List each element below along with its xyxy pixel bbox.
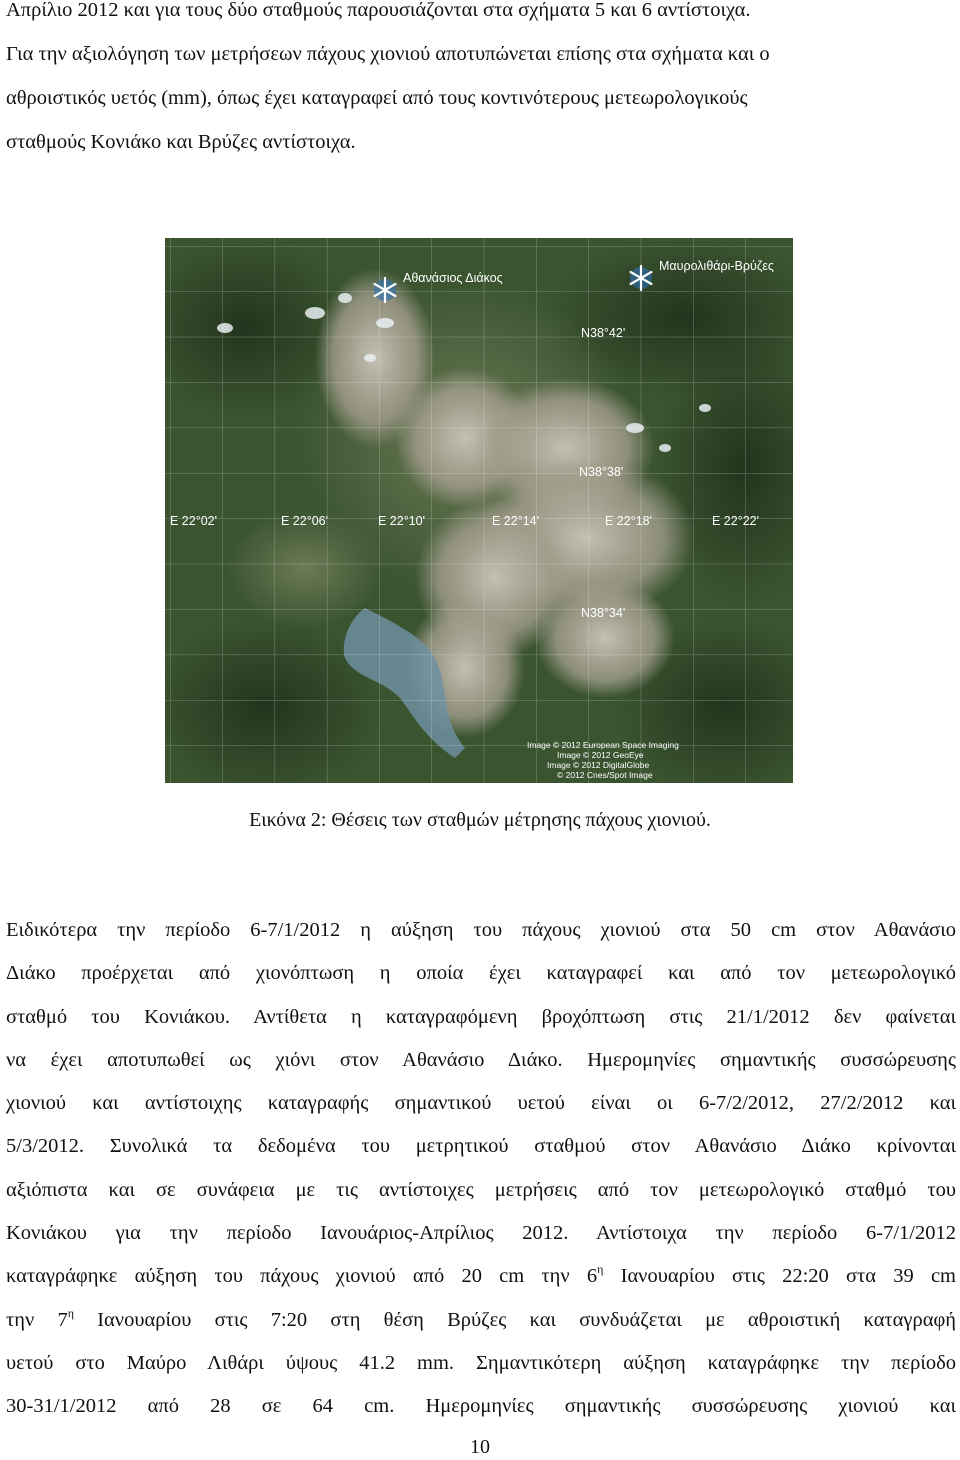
body-line: να έχει αποτυπωθεί ως χιόνι στον Αθανάσιο Διάκο. Ημερομηνίες σημαντικής συσσώρευσης [6,1048,956,1071]
body-line: Κονιάκου για την περίοδο Ιανουάριος-Απρίλιος 2012. Αντίστοιχα την περίοδο 6-7/1/2012 [6,1222,956,1245]
body-line: 30-31/1/2012 από 28 σε 64 cm. Ημερομηνίες σημαντικής συσσώρευσης χιονιού και [6,1395,956,1418]
station-label-vryzes: Μαυρολιθάρι-Βρύζες [659,259,774,273]
body-line: σταθμό του Κονιάκου. Αντίθετα η καταγραφόμενη βροχόπτωση στις 21/1/2012 δεν φαίνεται [6,1005,956,1028]
body-line [6,1255,956,1298]
credit-line: Image © 2012 GeoEye [557,750,644,760]
body-text: την 7 [6,1308,68,1331]
latitude-label: N38°38' [579,465,624,479]
figure-caption: Εικόνα 2: Θέσεις των σταθμών μέτρησης πάχους χιονιού. [249,809,711,831]
body-text: Ιανουαρίου στις 7:20 στη θέση Βρύζες και συνδυάζεται με αθροιστική καταγραφή [74,1308,956,1331]
page-number: 10 [470,1436,490,1458]
ordinal-superscript: η [597,1262,604,1277]
body-line: αξιόπιστα και σε συνάφεια με τις αντίστοιχες μετρήσεις από τον μετεωρολογικό σταθμό του [6,1178,956,1201]
body-line [6,1299,956,1342]
station-label-athanasios: Αθανάσιος Διάκος [403,271,503,285]
credit-line: © 2012 Cnes/Spot Image [557,770,653,780]
body-paragraph [6,909,956,1429]
intro-line: αθροιστικός υετός (mm), όπως έχει καταγραφεί από τους κοντινότερους μετεωρολογικούς [6,87,748,109]
body-text: Ιανουαρίου στις 22:20 στα 39 cm [603,1265,956,1288]
longitude-label: E 22°14' [492,514,540,528]
longitude-label: E 22°22' [712,514,760,528]
body-line: Διάκο προέρχεται από χιονόπτωση η οποία έχει καταγραφεί και από τον μετεωρολογικό [6,962,956,985]
credit-line: Image © 2012 European Space Imaging [527,740,679,750]
latitude-label: N38°34' [581,606,626,620]
satellite-map [165,238,793,783]
body-line: υετού στο Μαύρο Λιθάρι ύψους 41.2 mm. Σημαντικότερη αύξηση καταγράφηκε την περίοδο [6,1351,956,1374]
intro-line: Για την αξιολόγηση των μετρήσεων πάχους χιονιού αποτυπώνεται επίσης στα σχήματα και ο [6,43,770,65]
longitude-label: E 22°18' [605,514,653,528]
longitude-label: E 22°02' [170,514,218,528]
longitude-label: E 22°06' [281,514,329,528]
body-line: Ειδικότερα την περίοδο 6-7/1/2012 η αύξηση του πάχους χιονιού στα 50 cm στον Αθανάσιο [6,919,956,941]
intro-line: Απρίλιο 2012 και για τους δύο σταθμούς παρουσιάζονται στα σχήματα 5 και 6 αντίστοιχα. [6,0,751,21]
intro-line: σταθμούς Κονιάκο και Βρύζες αντίστοιχα. [6,131,356,153]
longitude-label: E 22°10' [378,514,426,528]
body-line: 5/3/2012. Συνολικά τα δεδομένα του μετρητικού σταθμού στον Αθανάσιο Διάκο κρίνονται [6,1135,956,1158]
latitude-label: N38°42' [581,326,626,340]
body-line: χιονιού και αντίστοιχης καταγραφής σημαντικού υετού είναι οι 6-7/2/2012, 27/2/2012 και [6,1092,956,1115]
intro-paragraph [6,0,956,164]
map-grid [165,238,793,783]
satellite-map-graphic [165,238,793,783]
ordinal-superscript: η [67,1305,74,1320]
credit-line: Image © 2012 DigitalGlobe [547,760,650,770]
body-text: καταγράφηκε αύξηση του πάχους χιονιού από 20 cm την 6 [6,1265,598,1288]
